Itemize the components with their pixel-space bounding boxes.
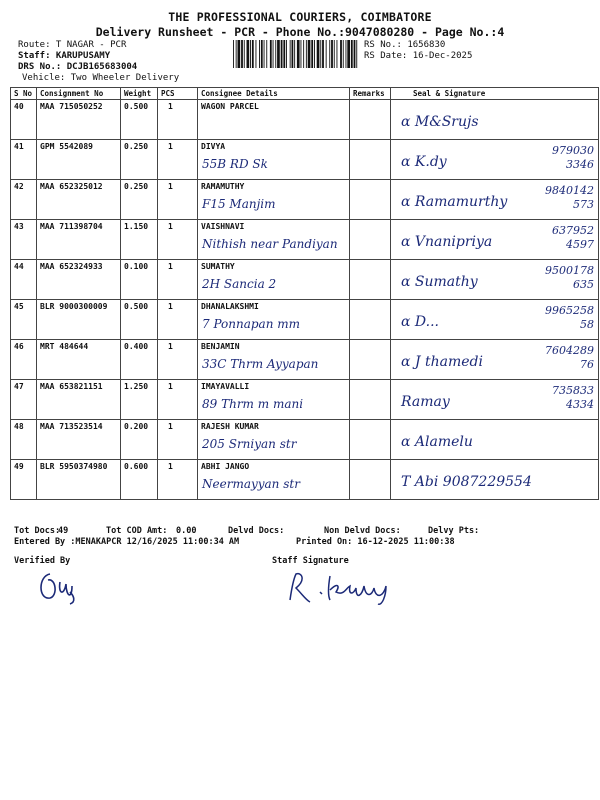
handwritten-address: 7 Ponnapan mm — [202, 317, 301, 331]
cell-seal-signature — [391, 380, 599, 420]
barcode-bar — [247, 40, 250, 68]
barcode-bar — [277, 40, 280, 68]
phone-line: 9840142 — [545, 184, 594, 197]
cell-sno: 44 — [11, 260, 37, 300]
cell-remarks — [350, 460, 391, 500]
consignee-name: RAMAMUTHY — [201, 182, 245, 191]
barcode-bar — [286, 40, 287, 68]
cell-sno: 48 — [11, 420, 37, 460]
cell-remarks — [350, 380, 391, 420]
cell-weight: 0.500 — [121, 300, 158, 340]
phone-line: 635 — [573, 278, 594, 291]
table-row — [11, 260, 599, 300]
cell-weight: 0.600 — [121, 460, 158, 500]
tot-docs-label: Tot Docs: — [14, 526, 61, 536]
vehicle-label: Vehicle: Two Wheeler Delivery — [22, 73, 180, 83]
table-header-row — [11, 88, 599, 100]
col-header-weight: Weight — [121, 88, 158, 100]
cell-remarks — [350, 300, 391, 340]
phone-line: 979030 — [552, 144, 594, 157]
table-row — [11, 420, 599, 460]
table-row — [11, 300, 599, 340]
runsheet-table — [10, 87, 599, 500]
barcode-bar — [233, 40, 234, 68]
entered-printed-line — [14, 537, 455, 547]
cell-sno: 47 — [11, 380, 37, 420]
table-row — [11, 100, 599, 140]
handwritten-signature: α K.dy — [401, 154, 447, 170]
cell-consignment-no: GPM 5542089 — [37, 140, 121, 180]
handwritten-signature: α Alamelu — [401, 434, 473, 450]
cell-remarks — [350, 180, 391, 220]
table-row — [11, 220, 599, 260]
handwritten-phone — [552, 224, 594, 252]
handwritten-address: 55B RD Sk — [202, 157, 268, 171]
handwritten-phone — [545, 344, 594, 372]
handwritten-signature: α J thamedi — [401, 354, 483, 370]
barcode-bar — [292, 40, 294, 68]
consignee-name: DIVYA — [201, 142, 226, 151]
handwritten-signature: T Abi 9087229554 — [401, 474, 532, 490]
handwritten-phone — [552, 144, 594, 172]
runsheet-table-container — [10, 87, 598, 500]
barcode-bar — [275, 40, 276, 68]
cell-seal-signature — [391, 460, 599, 500]
col-header-remarks: Remarks — [350, 88, 391, 100]
handwritten-address: 2H Sancia 2 — [202, 277, 277, 291]
phone-line: 9500178 — [545, 264, 594, 277]
barcode-bar — [252, 40, 254, 68]
cell-consignment-no: MAA 711398704 — [37, 220, 121, 260]
barcode-bar — [273, 40, 274, 68]
barcode-bar — [334, 40, 335, 68]
table-row — [11, 460, 599, 500]
barcode-bar — [270, 40, 272, 68]
phone-line: 637952 — [552, 224, 594, 237]
consignee-name: VAISHNAVI — [201, 222, 245, 231]
barcode-bar — [337, 40, 338, 68]
handwritten-signature: α Vnanipriya — [401, 234, 493, 250]
runsheet-subtitle: Delivery Runsheet - PCR - Phone No.:9047080280 - Page No.:4 — [95, 25, 505, 39]
barcode-bar — [322, 40, 324, 68]
barcode-bar — [303, 40, 304, 68]
cell-seal-signature — [391, 300, 599, 340]
barcode-bar — [329, 40, 330, 68]
cell-pcs: 1 — [158, 380, 198, 420]
cell-weight: 0.250 — [121, 180, 158, 220]
cell-remarks — [350, 140, 391, 180]
handwritten-signature: α Ramamurthy — [401, 194, 508, 210]
barcode-bar — [261, 40, 263, 68]
col-header-sno: S No — [11, 88, 37, 100]
handwritten-address: Nithish near Pandiyan — [202, 237, 338, 251]
barcode-bar — [297, 40, 300, 68]
barcode-bar — [317, 40, 320, 68]
barcode-bar — [241, 40, 243, 68]
cell-seal-signature — [391, 260, 599, 300]
phone-line: 4334 — [566, 398, 594, 411]
cell-pcs: 1 — [158, 220, 198, 260]
consignee-name: IMAYAVALLI — [201, 382, 250, 391]
cell-remarks — [350, 220, 391, 260]
cell-seal-signature — [391, 140, 599, 180]
cell-weight: 1.250 — [121, 380, 158, 420]
cell-sno: 42 — [11, 180, 37, 220]
cell-sno: 43 — [11, 220, 37, 260]
barcode-bar — [347, 40, 350, 68]
phone-line: 735833 — [552, 384, 594, 397]
barcode-bar — [256, 40, 257, 68]
verified-by-label: Verified By — [14, 556, 71, 566]
col-header-pcs: PCS — [158, 88, 198, 100]
barcode-bar — [244, 40, 245, 68]
barcode-bar — [238, 40, 241, 68]
cell-consignee — [198, 420, 350, 460]
consignee-name: BENJAMIN — [201, 342, 240, 351]
phone-line: 9965258 — [545, 304, 594, 317]
consignee-name: SUMATHY — [201, 262, 235, 271]
cell-consignee — [198, 260, 350, 300]
drs-number: DRS No.: DCJB165683004 — [18, 62, 138, 72]
cell-consignment-no: MRT 484644 — [37, 340, 121, 380]
cell-seal-signature — [391, 420, 599, 460]
handwritten-address: 33C Thrm Ayyapan — [202, 357, 319, 371]
col-header-seal-signature: Seal & Signature — [391, 88, 599, 100]
barcode-bar — [266, 40, 267, 68]
phone-line: 58 — [580, 318, 594, 331]
cell-consignee — [198, 100, 350, 140]
cell-pcs: 1 — [158, 420, 198, 460]
cell-consignee — [198, 180, 350, 220]
cell-consignee — [198, 460, 350, 500]
phone-line: 3346 — [566, 158, 594, 171]
cell-consignment-no: MAA 652324933 — [37, 260, 121, 300]
cell-remarks — [350, 260, 391, 300]
cell-weight: 1.150 — [121, 220, 158, 260]
cell-sno: 45 — [11, 300, 37, 340]
phone-line: 4597 — [566, 238, 594, 251]
staff-signature-image — [284, 566, 414, 610]
barcode-bar — [311, 40, 313, 68]
barcode-bar — [356, 40, 357, 68]
handwritten-phone — [545, 264, 594, 292]
barcode-bar — [283, 40, 285, 68]
barcode-bar — [308, 40, 311, 68]
consignee-name: ABHI JANGO — [201, 462, 250, 471]
cell-consignee — [198, 300, 350, 340]
cell-consignment-no: MAA 715050252 — [37, 100, 121, 140]
barcode-bar — [326, 40, 327, 68]
tot-docs-value: 49 — [58, 526, 69, 536]
handwritten-address: 205 Srniyan str — [202, 437, 297, 451]
cell-consignment-no: BLR 9000300009 — [37, 300, 121, 340]
cell-seal-signature — [391, 220, 599, 260]
table-row — [11, 380, 599, 420]
cell-weight: 0.100 — [121, 260, 158, 300]
cell-weight: 0.400 — [121, 340, 158, 380]
handwritten-signature: Ramay — [401, 394, 450, 410]
cell-seal-signature — [391, 100, 599, 140]
route-label: Route: T NAGAR - PCR — [18, 40, 127, 50]
staff-label: Staff: KARUPUSAMY — [18, 51, 111, 61]
cell-pcs: 1 — [158, 100, 198, 140]
phone-line: 573 — [573, 198, 594, 211]
handwritten-phone — [545, 304, 594, 332]
cell-consignment-no: MAA 652325012 — [37, 180, 121, 220]
handwritten-signature: α Sumathy — [401, 274, 478, 290]
barcode-bar — [351, 40, 353, 68]
barcode-bar — [250, 40, 251, 68]
cell-consignment-no: MAA 653821151 — [37, 380, 121, 420]
cell-seal-signature — [391, 340, 599, 380]
barcode-bar — [301, 40, 302, 68]
cell-pcs: 1 — [158, 300, 198, 340]
cell-consignment-no: BLR 5950374980 — [37, 460, 121, 500]
barcode-bar — [290, 40, 291, 68]
barcode-bar — [306, 40, 307, 68]
non-delvd-docs-label: Non Delvd Docs: — [324, 526, 401, 536]
cell-pcs: 1 — [158, 340, 198, 380]
handwritten-phone — [552, 384, 594, 412]
cell-weight: 0.200 — [121, 420, 158, 460]
cell-consignee — [198, 380, 350, 420]
barcode — [232, 40, 360, 68]
barcode-bar — [354, 40, 356, 68]
barcode-bar — [314, 40, 315, 68]
rs-date: RS Date: 16-Dec-2025 — [364, 51, 473, 61]
barcode-bar — [294, 40, 295, 68]
cell-consignment-no: MAA 713523514 — [37, 420, 121, 460]
cell-sno: 46 — [11, 340, 37, 380]
col-header-consignee: Consignee Details — [198, 88, 350, 100]
tot-cod-value: 0.00 — [176, 526, 197, 536]
barcode-bar — [264, 40, 265, 68]
cell-remarks — [350, 340, 391, 380]
cell-seal-signature — [391, 180, 599, 220]
table-row — [11, 340, 599, 380]
phone-line: 76 — [580, 358, 594, 371]
totals-line — [14, 526, 479, 536]
handwritten-signature: α M&Srujs — [401, 114, 479, 130]
cell-pcs: 1 — [158, 180, 198, 220]
phone-line: 7604289 — [545, 344, 594, 357]
handwritten-address: 89 Thrm m mani — [202, 397, 304, 411]
consignee-name: RAJESH KUMAR — [201, 422, 259, 431]
staff-signature-label: Staff Signature — [272, 556, 349, 566]
handwritten-phone — [545, 184, 594, 212]
delvy-pts-label: Delvy Pts: — [428, 526, 480, 536]
barcode-bar — [331, 40, 333, 68]
consignee-name: WAGON PARCEL — [201, 102, 259, 111]
barcode-bar — [343, 40, 344, 68]
cell-pcs: 1 — [158, 460, 198, 500]
barcode-bar — [236, 40, 237, 68]
barcode-bar — [259, 40, 260, 68]
company-title: THE PROFESSIONAL COURIERS, COIMBATORE — [168, 10, 432, 24]
tot-cod-label: Tot COD Amt: — [106, 526, 168, 536]
consignee-name: DHANALAKSHMI — [201, 302, 259, 311]
barcode-bar — [340, 40, 342, 68]
cell-consignee — [198, 340, 350, 380]
table-row — [11, 180, 599, 220]
cell-weight: 0.250 — [121, 140, 158, 180]
cell-consignee — [198, 140, 350, 180]
rs-number: RS No.: 1656830 — [364, 40, 446, 50]
cell-consignee — [198, 220, 350, 260]
table-row — [11, 140, 599, 180]
barcode-bar — [281, 40, 283, 68]
cell-pcs: 1 — [158, 140, 198, 180]
verified-by-signature — [36, 566, 86, 608]
cell-sno: 41 — [11, 140, 37, 180]
barcode-bar — [346, 40, 347, 68]
cell-sno: 49 — [11, 460, 37, 500]
cell-pcs: 1 — [158, 260, 198, 300]
handwritten-address: Neermayyan str — [202, 477, 300, 491]
col-header-consignment: Consignment No — [37, 88, 121, 100]
handwritten-address: F15 Manjim — [202, 197, 276, 211]
cell-remarks — [350, 420, 391, 460]
barcode-bar — [320, 40, 321, 68]
cell-weight: 0.500 — [121, 100, 158, 140]
cell-remarks — [350, 100, 391, 140]
entered-by: Entered By :MENAKAPCR 12/16/2025 11:00:34 AM — [14, 537, 240, 547]
delvd-docs-label: Delvd Docs: — [228, 526, 285, 536]
handwritten-signature: α D... — [401, 314, 439, 330]
printed-on: Printed On: 16-12-2025 11:00:38 — [296, 537, 455, 547]
cell-sno: 40 — [11, 100, 37, 140]
